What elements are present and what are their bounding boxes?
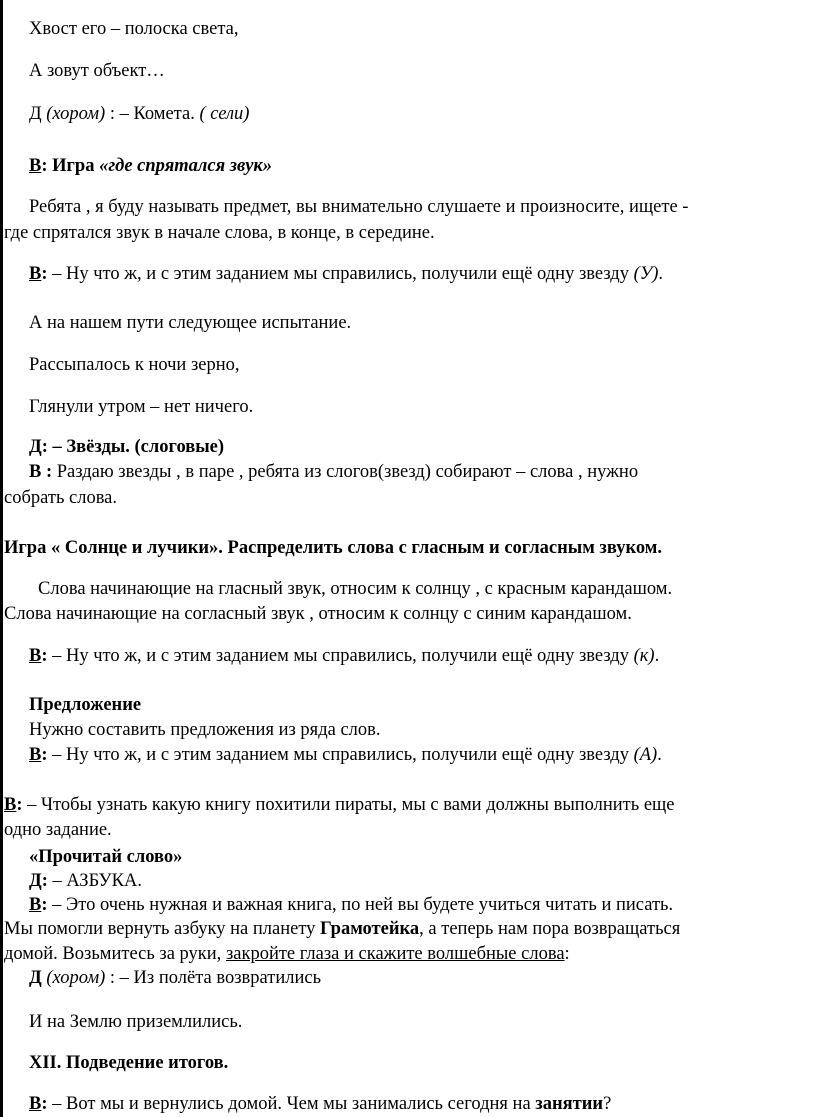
teacher-line: В: – Ну что ж, и с этим заданием мы справились, получили ещё одну звезду (А). [29, 745, 662, 765]
teacher-line: В: – Чтобы узнать какую книгу похитили пираты, мы с вами должны выполнить еще [4, 795, 675, 815]
teacher-line: В: – Ну что ж, и с этим заданием мы справились, получили ещё одну звезду (У). [29, 264, 663, 284]
paragraph-line: Слова начинающие на гласный звук, относим к солнцу , с красным карандашом. [38, 579, 673, 599]
paragraph-line: Мы помогли вернуть азбуку на планету Грамотейка, а теперь нам пора возвращаться [4, 919, 681, 939]
paragraph-line: одно задание. [4, 820, 112, 840]
chorus-line: Д (хором) : – Из полёта возвратились [29, 968, 322, 988]
paragraph-line: Слова начинающие на согласный звук , относим к солнцу с синим карандашом. [4, 604, 632, 624]
chorus-line: Д (хором) : – Комета. ( сели) [29, 104, 250, 124]
poem-line: Глянули утром – нет ничего. [29, 397, 254, 417]
teacher-line: В : Раздаю звезды , в паре , ребята из слогов(звезд) собирают – слова , нужно [29, 462, 639, 482]
paragraph-line: где спрятался звук в начале слова, в конце, в середине. [4, 223, 435, 243]
poem-line: Рассыпалось к ночи зерно, [29, 355, 240, 375]
game-heading: В: Игра «где спрятался звук» [29, 156, 273, 176]
paragraph-line: домой. Возьмитесь за руки, закройте глаза и скажите волшебные слова: [4, 944, 570, 964]
section-heading: «Прочитай слово» [29, 847, 183, 867]
game-heading: Игра « Солнце и лучики». Распределить слова с гласным и согласным звуком. [4, 538, 663, 558]
children-line: Д: – Звёзды. (слоговые) [29, 437, 225, 457]
poem-line: Хвост его – полоска света, [29, 19, 239, 39]
page-left-border [0, 0, 3, 1117]
poem-line: И на Землю приземлились. [29, 1012, 243, 1032]
paragraph-line: Нужно составить предложения из ряда слов. [29, 720, 381, 740]
paragraph-line: Ребята , я буду называть предмет, вы внимательно слушаете и произносите, ищете - [29, 197, 689, 217]
teacher-line: В: – Это очень нужная и важная книга, по ней вы будете учиться читать и писать. [29, 895, 674, 915]
section-heading: Предложение [29, 695, 142, 715]
paragraph-line: собрать слова. [4, 488, 118, 508]
teacher-line: В: – Вот мы и вернулись домой. Чем мы занимались сегодня на занятии? [29, 1094, 612, 1114]
section-heading: XII. Подведение итогов. [29, 1053, 229, 1073]
children-line: Д: – АЗБУКА. [29, 871, 142, 891]
paragraph-line: А на нашем пути следующее испытание. [29, 313, 352, 333]
teacher-line: В: – Ну что ж, и с этим заданием мы справились, получили ещё одну звезду (к). [29, 646, 660, 666]
poem-line: А зовут объект… [29, 61, 165, 81]
